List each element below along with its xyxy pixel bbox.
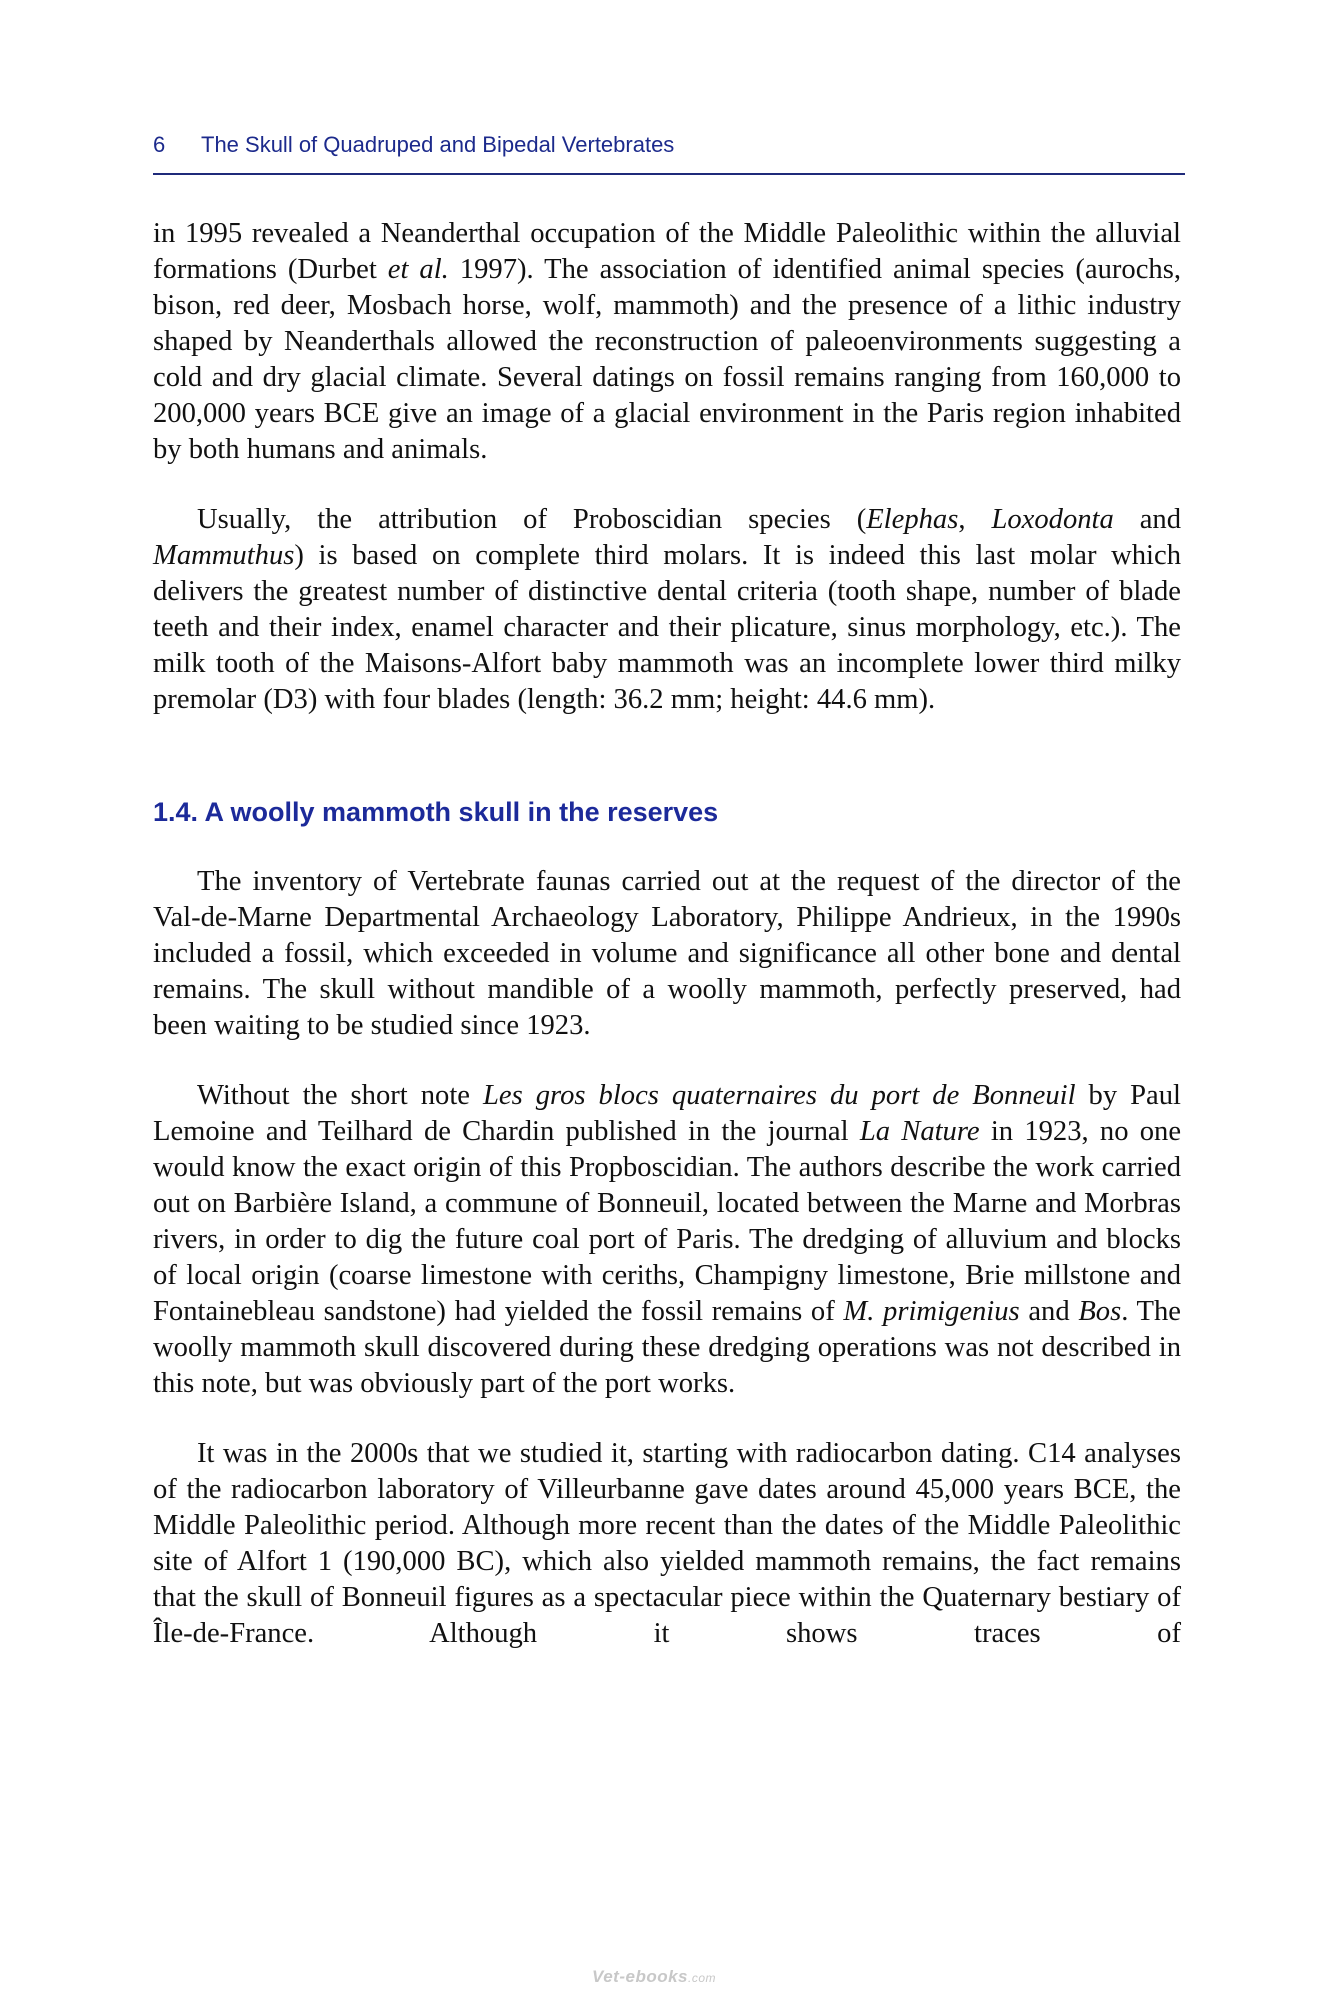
- watermark-suffix: .com: [688, 1971, 717, 1985]
- paragraph-text: ) is based on complete third molars. It is indeed this last molar which delivers the greatest number of distinctive dental criteria (tooth shape, number of blade teeth and their index, enamel character and their plicature, sinus morphology, etc.). The milk tooth of the Maisons-Alfort baby mammoth was an incomplete lower third milky premolar (D3) with four blades (length: 36.2 mm; height: 44.6 mm).: [153, 540, 1181, 715]
- page-number: 6: [153, 132, 166, 157]
- paragraph-text: ,: [958, 504, 992, 535]
- italic-text: Les gros blocs quaternaires du port de Bonneuil: [482, 1080, 1076, 1111]
- italic-text: Elephas: [866, 504, 959, 535]
- watermark-brand: Vet-ebooks: [592, 1967, 689, 1986]
- paragraph-text: . The woolly mammoth skull discovered during these dredging operations was not described in this note, but was obviously part of the port works.: [153, 1296, 1181, 1399]
- italic-text: La Nature: [859, 1116, 980, 1147]
- section-heading: 1.4. A woolly mammoth skull in the reserves: [153, 797, 719, 827]
- paragraph-text: and: [1113, 504, 1182, 535]
- paragraph-text: Without the short note: [197, 1080, 483, 1111]
- body-text: [153, 216, 1181, 1686]
- paragraph-text: in 1923, no one would know the exact origin of this Propboscidian. The authors describe the work carried out on Barbière Island, a commune of Bonneuil, located between the Marne and Morbras rivers, in order to dig the future coal port of Paris. The dredging of alluvium and blocks of local origin (coarse limestone with ceriths, Champigny limestone, Brie millstone and Fontainebleau sandstone) had yielded the fossil remains of: [153, 1116, 1182, 1327]
- italic-text: Loxodonta: [991, 504, 1114, 535]
- running-header: [153, 131, 1185, 175]
- paragraph-text: 1997). The association of identified animal species (aurochs, bison, red deer, Mosbach horse, wolf, mammoth) and the presence of a lithic industry shaped by Neanderthals allowed the reconstruction of paleoenvironments suggesting a cold and dry glacial climate. Several datings on fossil remains ranging from 160,000 to 200,000 years BCE give an image of a glacial environment in the Paris region inhabited by both humans and animals.: [153, 254, 1181, 465]
- paragraph-text: It was in the 2000s that we studied it, starting with radiocarbon dating. C14 analyses of the radiocarbon laboratory of Villeurbanne gave dates around 45,000 years BCE, the Middle Paleolithic period. Although more recent than the dates of the Middle Paleolithic site of Alfort 1 (190,000 BC), which also yielded mammoth remains, the fact remains that the skull of Bonneuil figures as a spectacular piece within the Quaternary bestiary of Île-de-France. Although it shows traces of: [153, 1438, 1181, 1649]
- italic-text: Bos: [1078, 1296, 1122, 1327]
- paragraph-text: in 1995 revealed a Neanderthal occupation of the Middle Paleolithic within the alluvial formations (Durbet: [153, 218, 1181, 285]
- paragraph-2: [153, 502, 1181, 718]
- book-title: The Skull of Quadruped and Bipedal Vertebrates: [201, 132, 675, 157]
- italic-text: M. primigenius: [843, 1296, 1020, 1327]
- paragraph-text: The inventory of Vertebrate faunas carried out at the request of the director of the Val-de-Marne Departmental Archaeology Laboratory, Philippe Andrieux, in the 1990s included a fossil, which exceeded in volume and significance all other bone and dental remains. The skull without mandible of a woolly mammoth, perfectly preserved, had been waiting to be studied since 1923.: [153, 866, 1181, 1041]
- paragraph-3: [153, 864, 1181, 1044]
- italic-text: Mammuthus: [153, 540, 295, 571]
- paragraph-5: [153, 1436, 1181, 1652]
- paragraph-text: Usually, the attribution of Proboscidian species (: [197, 504, 867, 535]
- italic-text: et al.: [387, 254, 449, 285]
- paragraph-4: [153, 1078, 1181, 1402]
- paragraph-text: by Paul Lemoine and Teilhard de Chardin published in the journal: [153, 1080, 1181, 1147]
- paragraph-1: [153, 216, 1181, 468]
- paragraph-text: and: [1019, 1296, 1079, 1327]
- watermark-logo: [592, 1967, 716, 1987]
